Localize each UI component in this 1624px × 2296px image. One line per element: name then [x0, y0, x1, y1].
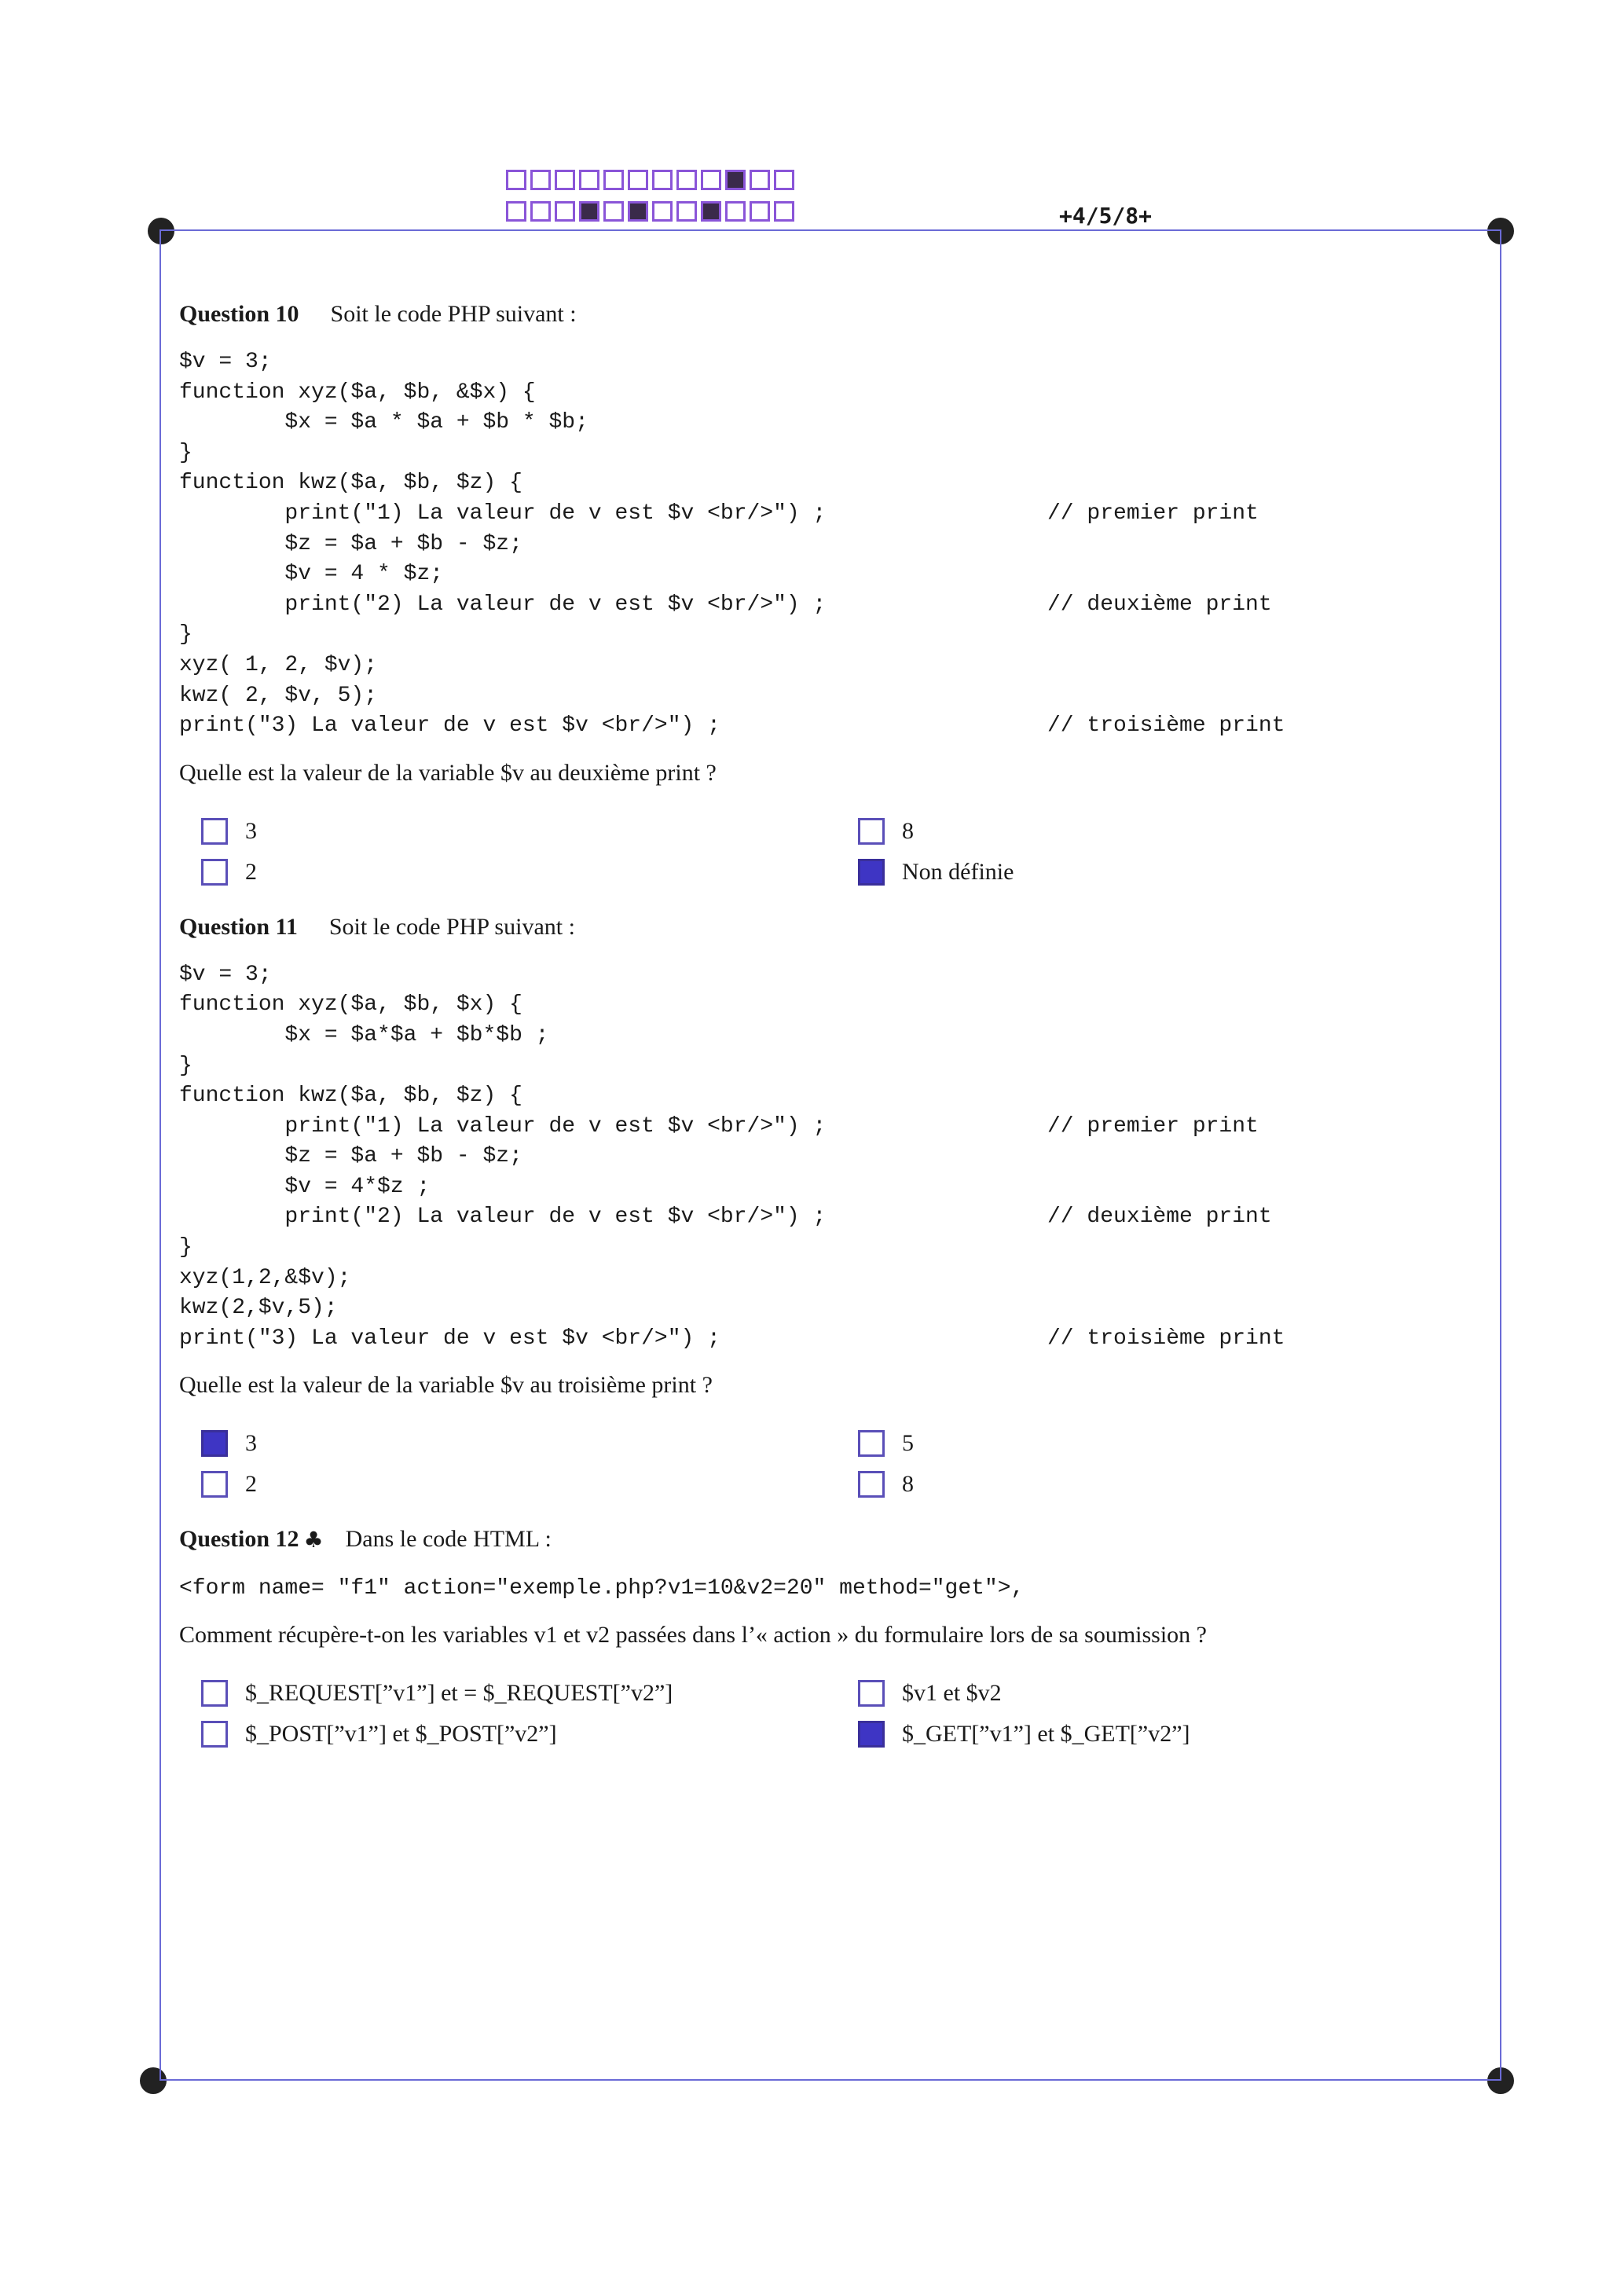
- code-text: function kwz($a, $b, $z) {: [179, 1084, 522, 1109]
- code-line: [179, 990, 1476, 1021]
- answer-option[interactable]: [201, 855, 858, 889]
- code-text: $x = $a*$a + $b*$b ;: [179, 1022, 549, 1047]
- code-bar-bottom-cell: [603, 201, 624, 222]
- code-line: [179, 620, 1476, 651]
- code-bar-bottom-cell: [652, 201, 673, 222]
- page-code-bar-bottom: [506, 201, 798, 222]
- code-text: print("3) La valeur de v est $v <br/>") ;: [179, 713, 720, 739]
- code-comment: // deuxième print: [1047, 1205, 1272, 1230]
- code-line: [179, 711, 1476, 742]
- answer-option[interactable]: [201, 814, 858, 849]
- code-line: [179, 1324, 1476, 1355]
- question-header: [179, 910, 1476, 944]
- code-text: print("1) La valeur de v est $v <br/>") ;: [179, 501, 827, 526]
- code-line: [179, 1081, 1476, 1112]
- question-10: [179, 297, 1476, 889]
- code-line: [179, 347, 1476, 378]
- answer-options: [201, 814, 1476, 889]
- code-bar-top-cell: [774, 170, 794, 190]
- code-line: [179, 1233, 1476, 1264]
- checkbox-icon[interactable]: [201, 818, 228, 845]
- code-text: print("2) La valeur de v est $v <br/>") ;: [179, 1205, 827, 1230]
- answer-option[interactable]: [858, 1676, 1329, 1711]
- code-bar-top-cell: [652, 170, 673, 190]
- answer-label: 2: [245, 1471, 257, 1498]
- code-bar-top-cell: [676, 170, 697, 190]
- page-code-bar-top: [506, 170, 798, 190]
- code-line: [179, 1051, 1476, 1082]
- answer-option[interactable]: [201, 1717, 858, 1751]
- code-text: $x = $a * $a + $b * $b;: [179, 410, 588, 435]
- code-line: [179, 468, 1476, 499]
- code-bar-bottom-cell: [676, 201, 697, 222]
- answer-options: [201, 1676, 1476, 1751]
- question-12: [179, 1522, 1476, 1751]
- code-line: [179, 1112, 1476, 1142]
- answer-label: $v1 et $v2: [902, 1680, 1002, 1707]
- club-icon: ♣: [303, 1526, 324, 1553]
- code-line: [179, 530, 1476, 560]
- checked-box-icon[interactable]: [201, 1430, 228, 1457]
- answer-label: 2: [245, 858, 257, 885]
- code-line: [179, 438, 1476, 469]
- code-line: [179, 559, 1476, 590]
- answer-option[interactable]: [858, 1426, 1329, 1461]
- code-bar-top-cell: [603, 170, 624, 190]
- checkbox-icon[interactable]: [858, 1471, 885, 1498]
- code-text: $v = 3;: [179, 962, 272, 987]
- question-header: [179, 1522, 1476, 1557]
- checkbox-icon[interactable]: [201, 859, 228, 886]
- checkbox-icon[interactable]: [858, 1680, 885, 1707]
- code-bar-top-cell: [530, 170, 551, 190]
- code-text: $v = 4*$z ;: [179, 1174, 431, 1199]
- code-bar-bottom-cell: [750, 201, 770, 222]
- answer-label: 8: [902, 1471, 914, 1498]
- code-comment: // deuxième print: [1047, 592, 1272, 617]
- code-text: $z = $a + $b - $z;: [179, 1144, 522, 1169]
- answer-option[interactable]: [201, 1426, 858, 1461]
- code-text: print("2) La valeur de v est $v <br/>") ;: [179, 592, 827, 617]
- code-line: [179, 681, 1476, 712]
- answer-option[interactable]: [201, 1467, 858, 1502]
- code-bar-bottom-cell: [579, 201, 599, 222]
- code-text: print("1) La valeur de v est $v <br/>") ;: [179, 1113, 827, 1139]
- answer-label: $_POST[”v1”] et $_POST[”v2”]: [245, 1721, 557, 1748]
- code-bar-bottom-cell: [555, 201, 575, 222]
- code-text: }: [179, 1235, 192, 1260]
- code-text: }: [179, 1053, 192, 1078]
- html-code-line: <form name= "f1" action="exemple.php?v1=10&v2=20" method="get">,: [179, 1575, 1025, 1601]
- question-prompt: Quelle est la valeur de la variable $v au troisième print ?: [179, 1372, 713, 1399]
- code-bar-bottom-cell: [628, 201, 648, 222]
- checkbox-icon[interactable]: [201, 1471, 228, 1498]
- code-line: [179, 378, 1476, 409]
- page-identifier: +4/5/8+: [1059, 203, 1153, 229]
- code-text: kwz( 2, $v, 5);: [179, 683, 378, 708]
- code-text: function kwz($a, $b, $z) {: [179, 471, 522, 496]
- question-prompt: Comment récupère-t-on les variables v1 et v2 passées dans l’« action » du formulaire lors de sa soumission ?: [179, 1622, 1207, 1649]
- code-text: print("3) La valeur de v est $v <br/>") ;: [179, 1326, 720, 1351]
- code-text: kwz(2,$v,5);: [179, 1296, 338, 1321]
- code-line: [179, 651, 1476, 681]
- answer-label: $_GET[”v1”] et $_GET[”v2”]: [902, 1721, 1190, 1748]
- code-comment: // premier print: [1047, 1113, 1259, 1139]
- answer-label: 5: [902, 1430, 914, 1457]
- code-text: function xyz($a, $b, $x) {: [179, 992, 522, 1018]
- code-comment: // premier print: [1047, 501, 1259, 526]
- code-line: [179, 1142, 1476, 1172]
- answer-options: [201, 1426, 1476, 1502]
- code-bar-top-cell: [725, 170, 746, 190]
- code-text: $z = $a + $b - $z;: [179, 531, 522, 556]
- checkbox-icon[interactable]: [858, 818, 885, 845]
- code-line: [179, 408, 1476, 438]
- code-line: [179, 1293, 1476, 1324]
- code-line: [179, 1264, 1476, 1294]
- code-line: [179, 1172, 1476, 1203]
- checkbox-icon[interactable]: [858, 1430, 885, 1457]
- checkbox-icon[interactable]: [201, 1680, 228, 1707]
- question-label: Question 12: [179, 1526, 299, 1553]
- answer-label: $_REQUEST[”v1”] et = $_REQUEST[”v2”]: [245, 1680, 673, 1707]
- answer-label: Non définie: [902, 858, 1014, 885]
- exam-content: [179, 297, 1476, 1772]
- question-intro: Dans le code HTML :: [345, 1526, 552, 1553]
- code-line: [179, 590, 1476, 621]
- code-line: [179, 499, 1476, 530]
- code-bar-top-cell: [701, 170, 721, 190]
- php-code-block: [179, 347, 1476, 742]
- code-bar-top-cell: [555, 170, 575, 190]
- checkbox-icon[interactable]: [201, 1721, 228, 1748]
- code-bar-top-cell: [628, 170, 648, 190]
- code-text: }: [179, 440, 192, 465]
- code-bar-bottom-cell: [774, 201, 794, 222]
- code-line: [179, 1021, 1476, 1051]
- answer-option[interactable]: [201, 1676, 858, 1711]
- question-header: [179, 297, 1476, 332]
- php-code-block: [179, 960, 1476, 1355]
- code-bar-top-cell: [750, 170, 770, 190]
- answer-label: 3: [245, 1430, 257, 1457]
- answer-label: 3: [245, 817, 257, 844]
- answer-option[interactable]: [858, 1717, 1329, 1751]
- code-text: function xyz($a, $b, &$x) {: [179, 380, 536, 405]
- code-bar-bottom-cell: [725, 201, 746, 222]
- code-bar-top-cell: [579, 170, 599, 190]
- question-label: Question 10: [179, 301, 299, 327]
- code-text: xyz(1,2,&$v);: [179, 1265, 351, 1290]
- answer-option[interactable]: [858, 814, 1329, 849]
- code-comment: // troisième print: [1047, 1326, 1285, 1351]
- question-11: [179, 910, 1476, 1502]
- code-text: $v = 3;: [179, 350, 272, 374]
- checked-box-icon[interactable]: [858, 1721, 885, 1748]
- code-text: xyz( 1, 2, $v);: [179, 652, 378, 677]
- code-line: [179, 1202, 1476, 1233]
- code-line: [179, 960, 1476, 991]
- code-bar-bottom-cell: [530, 201, 551, 222]
- question-intro: Soit le code PHP suivant :: [330, 301, 577, 327]
- question-prompt: Quelle est la valeur de la variable $v au deuxième print ?: [179, 759, 717, 786]
- code-bar-bottom-cell: [506, 201, 526, 222]
- code-text: }: [179, 622, 192, 647]
- answer-label: 8: [902, 817, 914, 844]
- code-comment: // troisième print: [1047, 713, 1285, 739]
- answer-option[interactable]: [858, 855, 1329, 889]
- code-bar-bottom-cell: [701, 201, 721, 222]
- question-intro: Soit le code PHP suivant :: [328, 913, 575, 940]
- code-text: $v = 4 * $z;: [179, 562, 444, 587]
- answer-option[interactable]: [858, 1467, 1329, 1502]
- question-label: Question 11: [179, 913, 298, 940]
- code-bar-top-cell: [506, 170, 526, 190]
- checked-box-icon[interactable]: [858, 859, 885, 886]
